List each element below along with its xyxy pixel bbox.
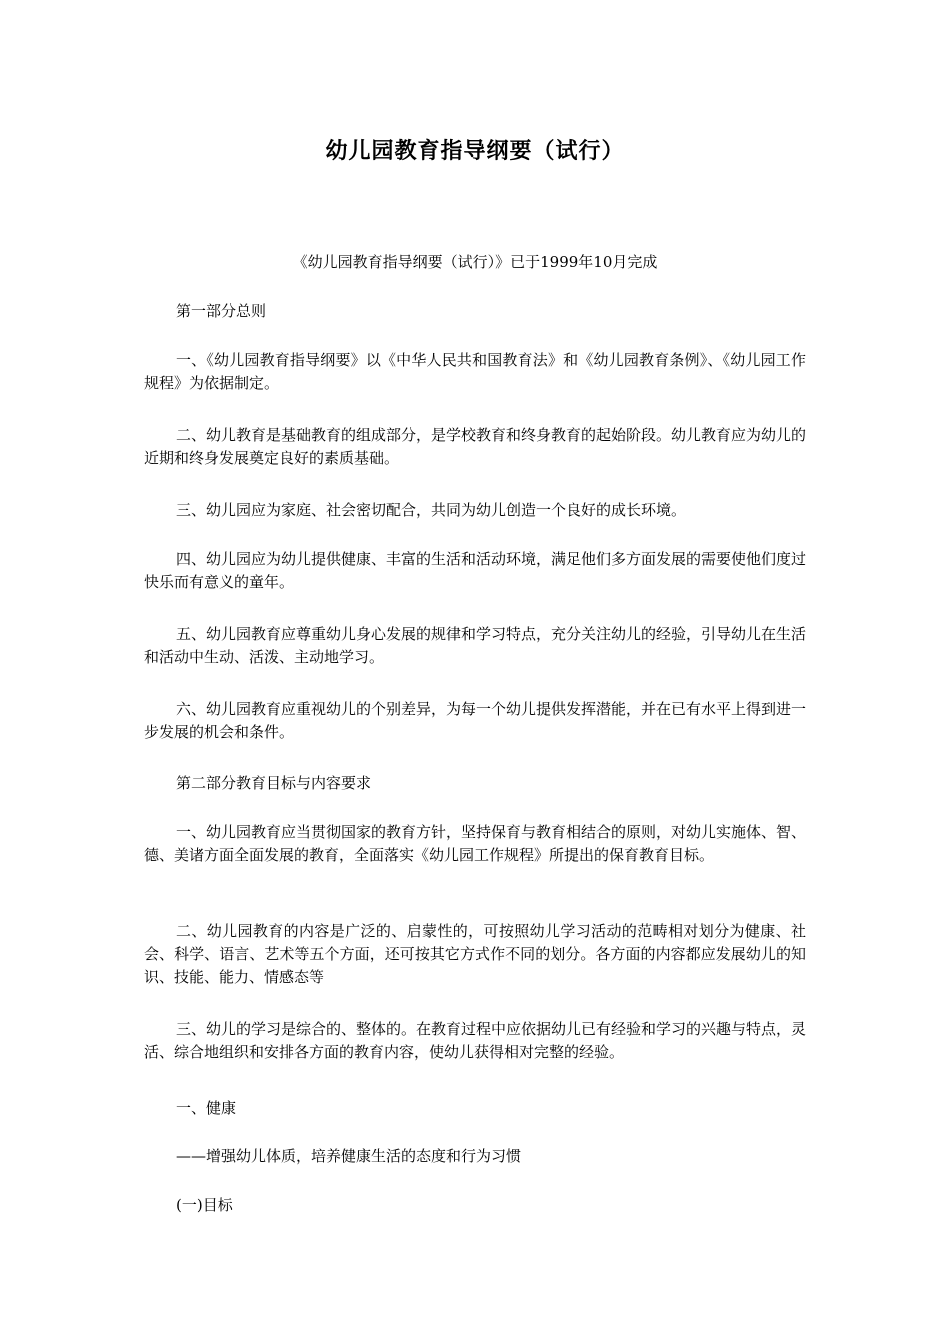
- paragraph: 一、幼儿园教育应当贯彻国家的教育方针，坚持保育与教育相结合的原则，对幼儿实施体、智、德、美诸方面全面发展的教育，全面落实《幼儿园工作规程》所提出的保育教育目标。: [144, 823, 807, 864]
- paragraph: 三、幼儿园应为家庭、社会密切配合，共同为幼儿创造一个良好的成长环境。: [176, 501, 687, 519]
- paragraph: 二、幼儿教育是基础教育的组成部分，是学校教育和终身教育的起始阶段。幼儿教育应为幼儿的近期和终身发展奠定良好的素质基础。: [144, 426, 807, 467]
- section-heading-part-two: 第二部分教育目标与内容要求: [176, 774, 372, 792]
- subsection-heading: 一、健康: [176, 1099, 237, 1117]
- paragraph: 一、《幼儿园教育指导纲要》以《中华人民共和国教育法》和《幼儿园教育条例》、《幼儿园工作规程》为依据制定。: [144, 351, 806, 392]
- section-heading-part-one: 第一部分总则: [176, 302, 267, 320]
- paragraph: 二、幼儿园教育的内容是广泛的、启蒙性的，可按照幼儿学习活动的范畴相对划分为健康、社会、科学、语言、艺术等五个方面，还可按其它方式作不同的划分。各方面的内容都应发展幼儿的知识、技能、能力、情感态等: [144, 922, 806, 986]
- document-subtitle: 《幼儿园教育指导纲要（试行）》已于1999年10月完成: [292, 253, 658, 271]
- paragraph: 五、幼儿园教育应尊重幼儿身心发展的规律和学习特点，充分关注幼儿的经验，引导幼儿在生活和活动中生动、活泼、主动地学习。: [144, 625, 807, 666]
- document-title: 幼儿园教育指导纲要（试行）: [325, 139, 625, 164]
- paragraph: 三、幼儿的学习是综合的、整体的。在教育过程中应依据幼儿已有经验和学习的兴趣与特点，灵活、综合地组织和安排各方面的教育内容，使幼儿获得相对完整的经验。: [144, 1020, 807, 1061]
- subsection-subtitle: ——增强幼儿体质，培养健康生活的态度和行为习惯: [176, 1147, 522, 1165]
- paragraph: 六、幼儿园教育应重视幼儿的个别差异，为每一个幼儿提供发挥潜能，并在已有水平上得到进一步发展的机会和条件。: [144, 700, 807, 741]
- subsection-heading: (一)目标: [176, 1196, 233, 1214]
- paragraph: 四、幼儿园应为幼儿提供健康、丰富的生活和活动环境，满足他们多方面发展的需要使他们度过快乐而有意义的童年。: [144, 550, 807, 591]
